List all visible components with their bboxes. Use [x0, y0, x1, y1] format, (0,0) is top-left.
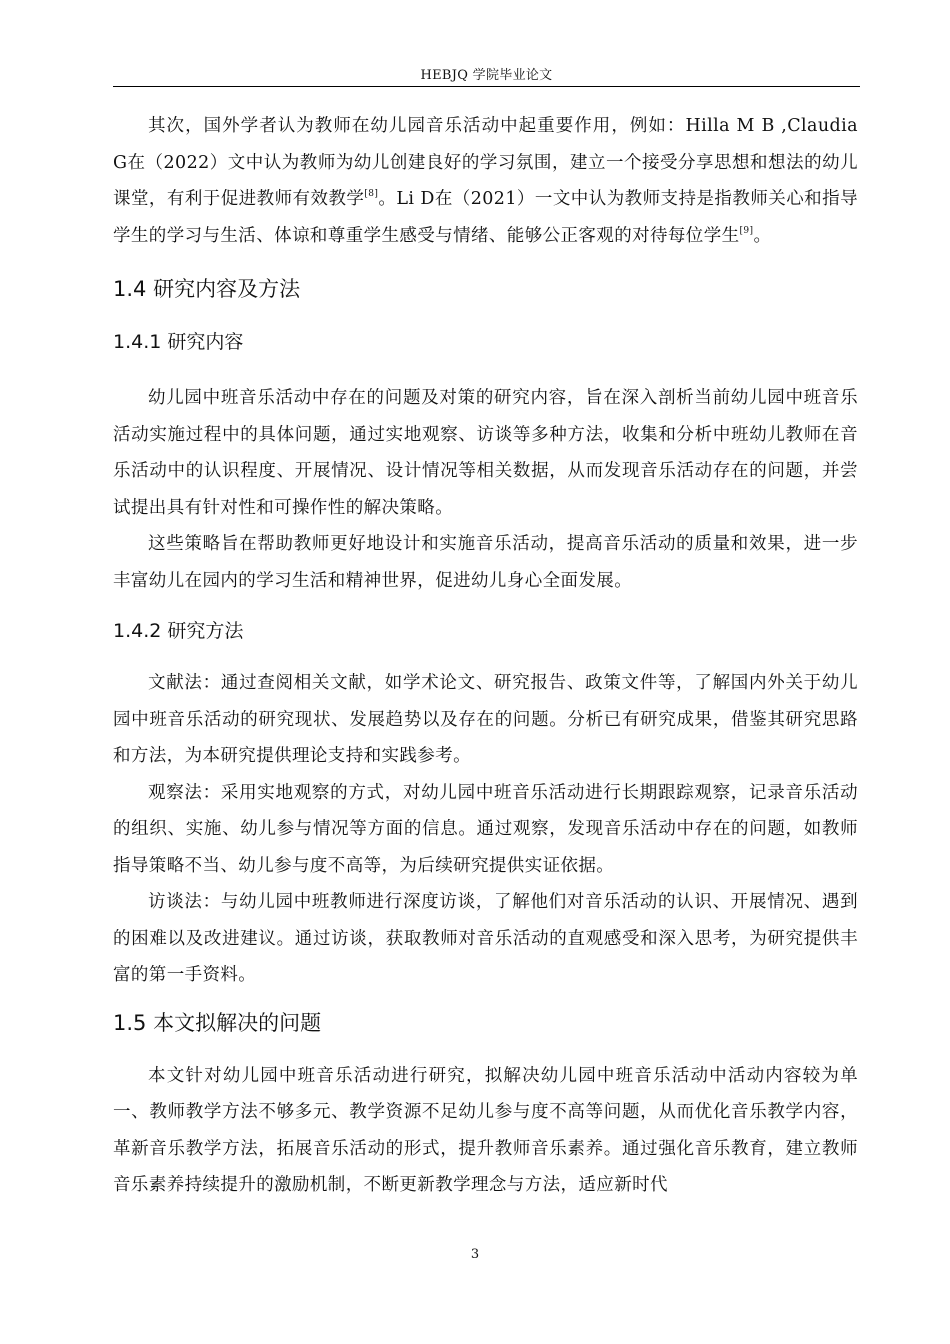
subsection-heading-1-4-1: 1.4.1 研究内容	[113, 331, 244, 353]
page-header: HEBJQ 学院毕业论文	[420, 68, 553, 83]
paragraph-strategies: 这些策略旨在帮助教师更好地设计和实施音乐活动，提高音乐活动的质量和效果，进一步丰富幼儿在园内的学习生活和精神世界，促进幼儿身心全面发展。	[113, 534, 858, 591]
paragraph-text: 。Li D在（2021）一文中认为教师支持是指教师关心和指导学生的学习与生活、体谅和尊重学生感受与情绪、能够公正客观的对待每位学生	[113, 189, 858, 246]
paragraph-interview-method: 访谈法：与幼儿园中班教师进行深度访谈，了解他们对音乐活动的认识、开展情况、遇到的困难以及改进建议。通过访谈，获取教师对音乐活动的直观感受和深入思考，为研究提供丰富的第一手资料。	[113, 892, 858, 985]
paragraph-literature-method: 文献法：通过查阅相关文献，如学术论文、研究报告、政策文件等，了解国内外关于幼儿园中班音乐活动的研究现状、发展趋势以及存在的问题。分析已有研究成果，借鉴其研究思路和方法，为本研究提供理论支持和实践参考。	[113, 673, 858, 766]
section-heading-1-4: 1.4 研究内容及方法	[113, 277, 301, 301]
header-divider	[113, 86, 860, 87]
paragraph-observation-method: 观察法：采用实地观察的方式，对幼儿园中班音乐活动进行长期跟踪观察，记录音乐活动的组织、实施、幼儿参与情况等方面的信息。通过观察，发现音乐活动中存在的问题，如教师指导策略不当、幼儿参与度不高等，为后续研究提供实证依据。	[113, 782, 858, 876]
page-content	[113, 108, 858, 1204]
citation-ref[interactable]: [8]	[364, 189, 379, 199]
paragraph-problems-to-solve: 本文针对幼儿园中班音乐活动进行研究，拟解决幼儿园中班音乐活动中活动内容较为单一、教师教学方法不够多元、教学资源不足幼儿参与度不高等问题，从而优化音乐教学内容，革新音乐教学方法，拓展音乐活动的形式，提升教师音乐素养。通过强化音乐教育，建立教师音乐素养持续提升的激励机制，不断更新教学理念与方法，适应新时代	[113, 1065, 858, 1195]
paragraph-research-content: 幼儿园中班音乐活动中存在的问题及对策的研究内容，旨在深入剖析当前幼儿园中班音乐活动实施过程中的具体问题，通过实地观察、访谈等多种方法，收集和分析中班幼儿教师在音乐活动中的认识程度、开展情况、设计情况等相关数据，从而发现音乐活动存在的问题，并尝试提出具有针对性和可操作性的解决策略。	[113, 388, 858, 518]
paragraph-text: 其次，国外学者认为教师在幼儿园音乐活动中起重要作用，例如：Hilla M B ,Claudia G在（2022）文中认为教师为幼儿创建良好的学习氛围，建立一个接受分享思想和想法的幼儿课堂，有利于促进教师有效教学	[113, 116, 858, 209]
page-number: 3	[470, 1247, 480, 1262]
paragraph-foreign-scholars	[113, 108, 858, 254]
subsection-heading-1-4-2: 1.4.2 研究方法	[113, 620, 244, 642]
section-heading-1-5: 1.5 本文拟解决的问题	[113, 1010, 322, 1035]
citation-ref[interactable]: [9]	[739, 225, 754, 236]
paragraph-text: 。	[753, 225, 772, 246]
